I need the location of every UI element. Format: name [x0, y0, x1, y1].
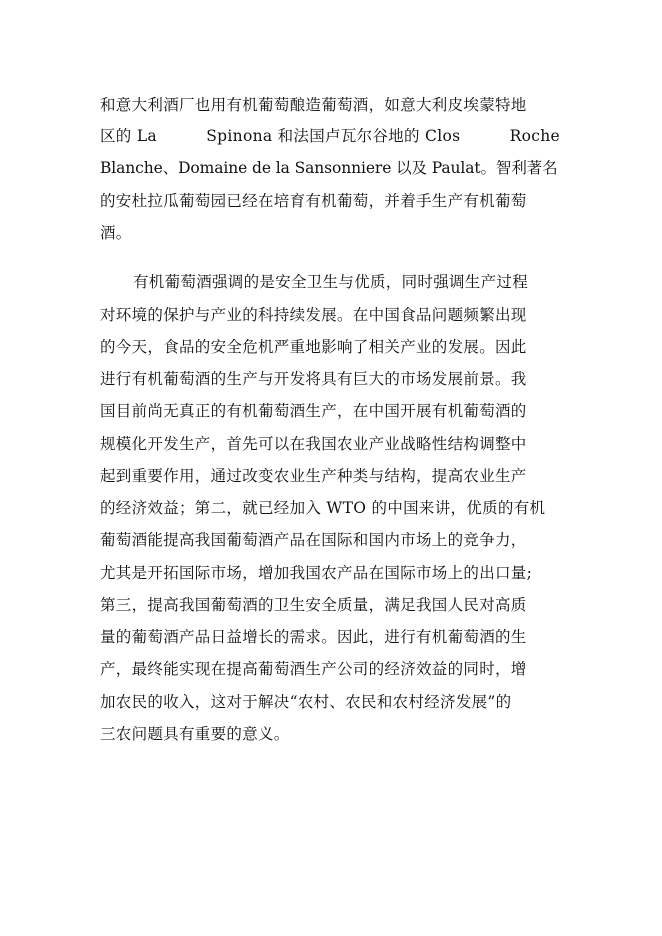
text-line: 量的葡萄酒产品日益增长的需求。因此，进行有机葡萄酒的生 [100, 628, 527, 646]
text-line: Blanche、Domaine de la Sansonniere 以及 Paulat。智利著名 [100, 159, 558, 177]
text-line: 和意大利酒厂也用有机葡萄酿造葡萄酒，如意大利皮埃蒙特地 [100, 96, 527, 114]
text-line: 起到重要作用，通过改变农业生产种类与结构，提高农业生产 [100, 467, 527, 485]
text-line: 有机葡萄酒强调的是安全卫生与优质，同时强调生产过程 [133, 273, 529, 291]
text-line: 的安杜拉瓜葡萄园已经在培育有机葡萄，并着手生产有机葡萄 [100, 192, 527, 210]
text-line: 国目前尚无真正的有机葡萄酒生产，在中国开展有机葡萄酒的 [100, 402, 527, 420]
text-line: 酒。 [100, 224, 132, 242]
text-line: 加农民的收入，这对于解决“农村、农民和农村经济发展”的 [100, 693, 512, 711]
text-line: 对环境的保护与产业的科持续发展。在中国食品问题频繁出现 [100, 306, 527, 324]
text-line: 葡萄酒能提高我国葡萄酒产品在国际和国内市场上的竞争力， [100, 531, 527, 549]
text-line: 的今天，食品的安全危机严重地影响了相关产业的发展。因此 [100, 338, 527, 356]
text-segment: 区的 La [100, 127, 157, 145]
text-line: 的经济效益；第二，就已经加入 WTO 的中国来讲，优质的有机 [100, 499, 546, 517]
text-line: 产，最终能实现在提高葡萄酒生产公司的经济效益的同时，增 [100, 660, 527, 678]
text-line: 第三，提高我国葡萄酒的卫生安全质量，满足我国人民对高质 [100, 596, 527, 614]
text-segment: Spinona 和法国卢瓦尔谷地的 Clos [206, 127, 461, 145]
text-line: 三农问题具有重要的意义。 [100, 725, 290, 743]
text-segment: Roche [509, 127, 560, 145]
text-line: 进行有机葡萄酒的生产与开发将具有巨大的市场发展前景。我 [100, 370, 527, 388]
text-line: 规模化开发生产，首先可以在我国农业产业战略性结构调整中 [100, 435, 527, 453]
text-line: 尤其是开拓国际市场，增加我国农产品在国际市场上的出口量; [100, 564, 533, 582]
text-line [100, 125, 560, 147]
